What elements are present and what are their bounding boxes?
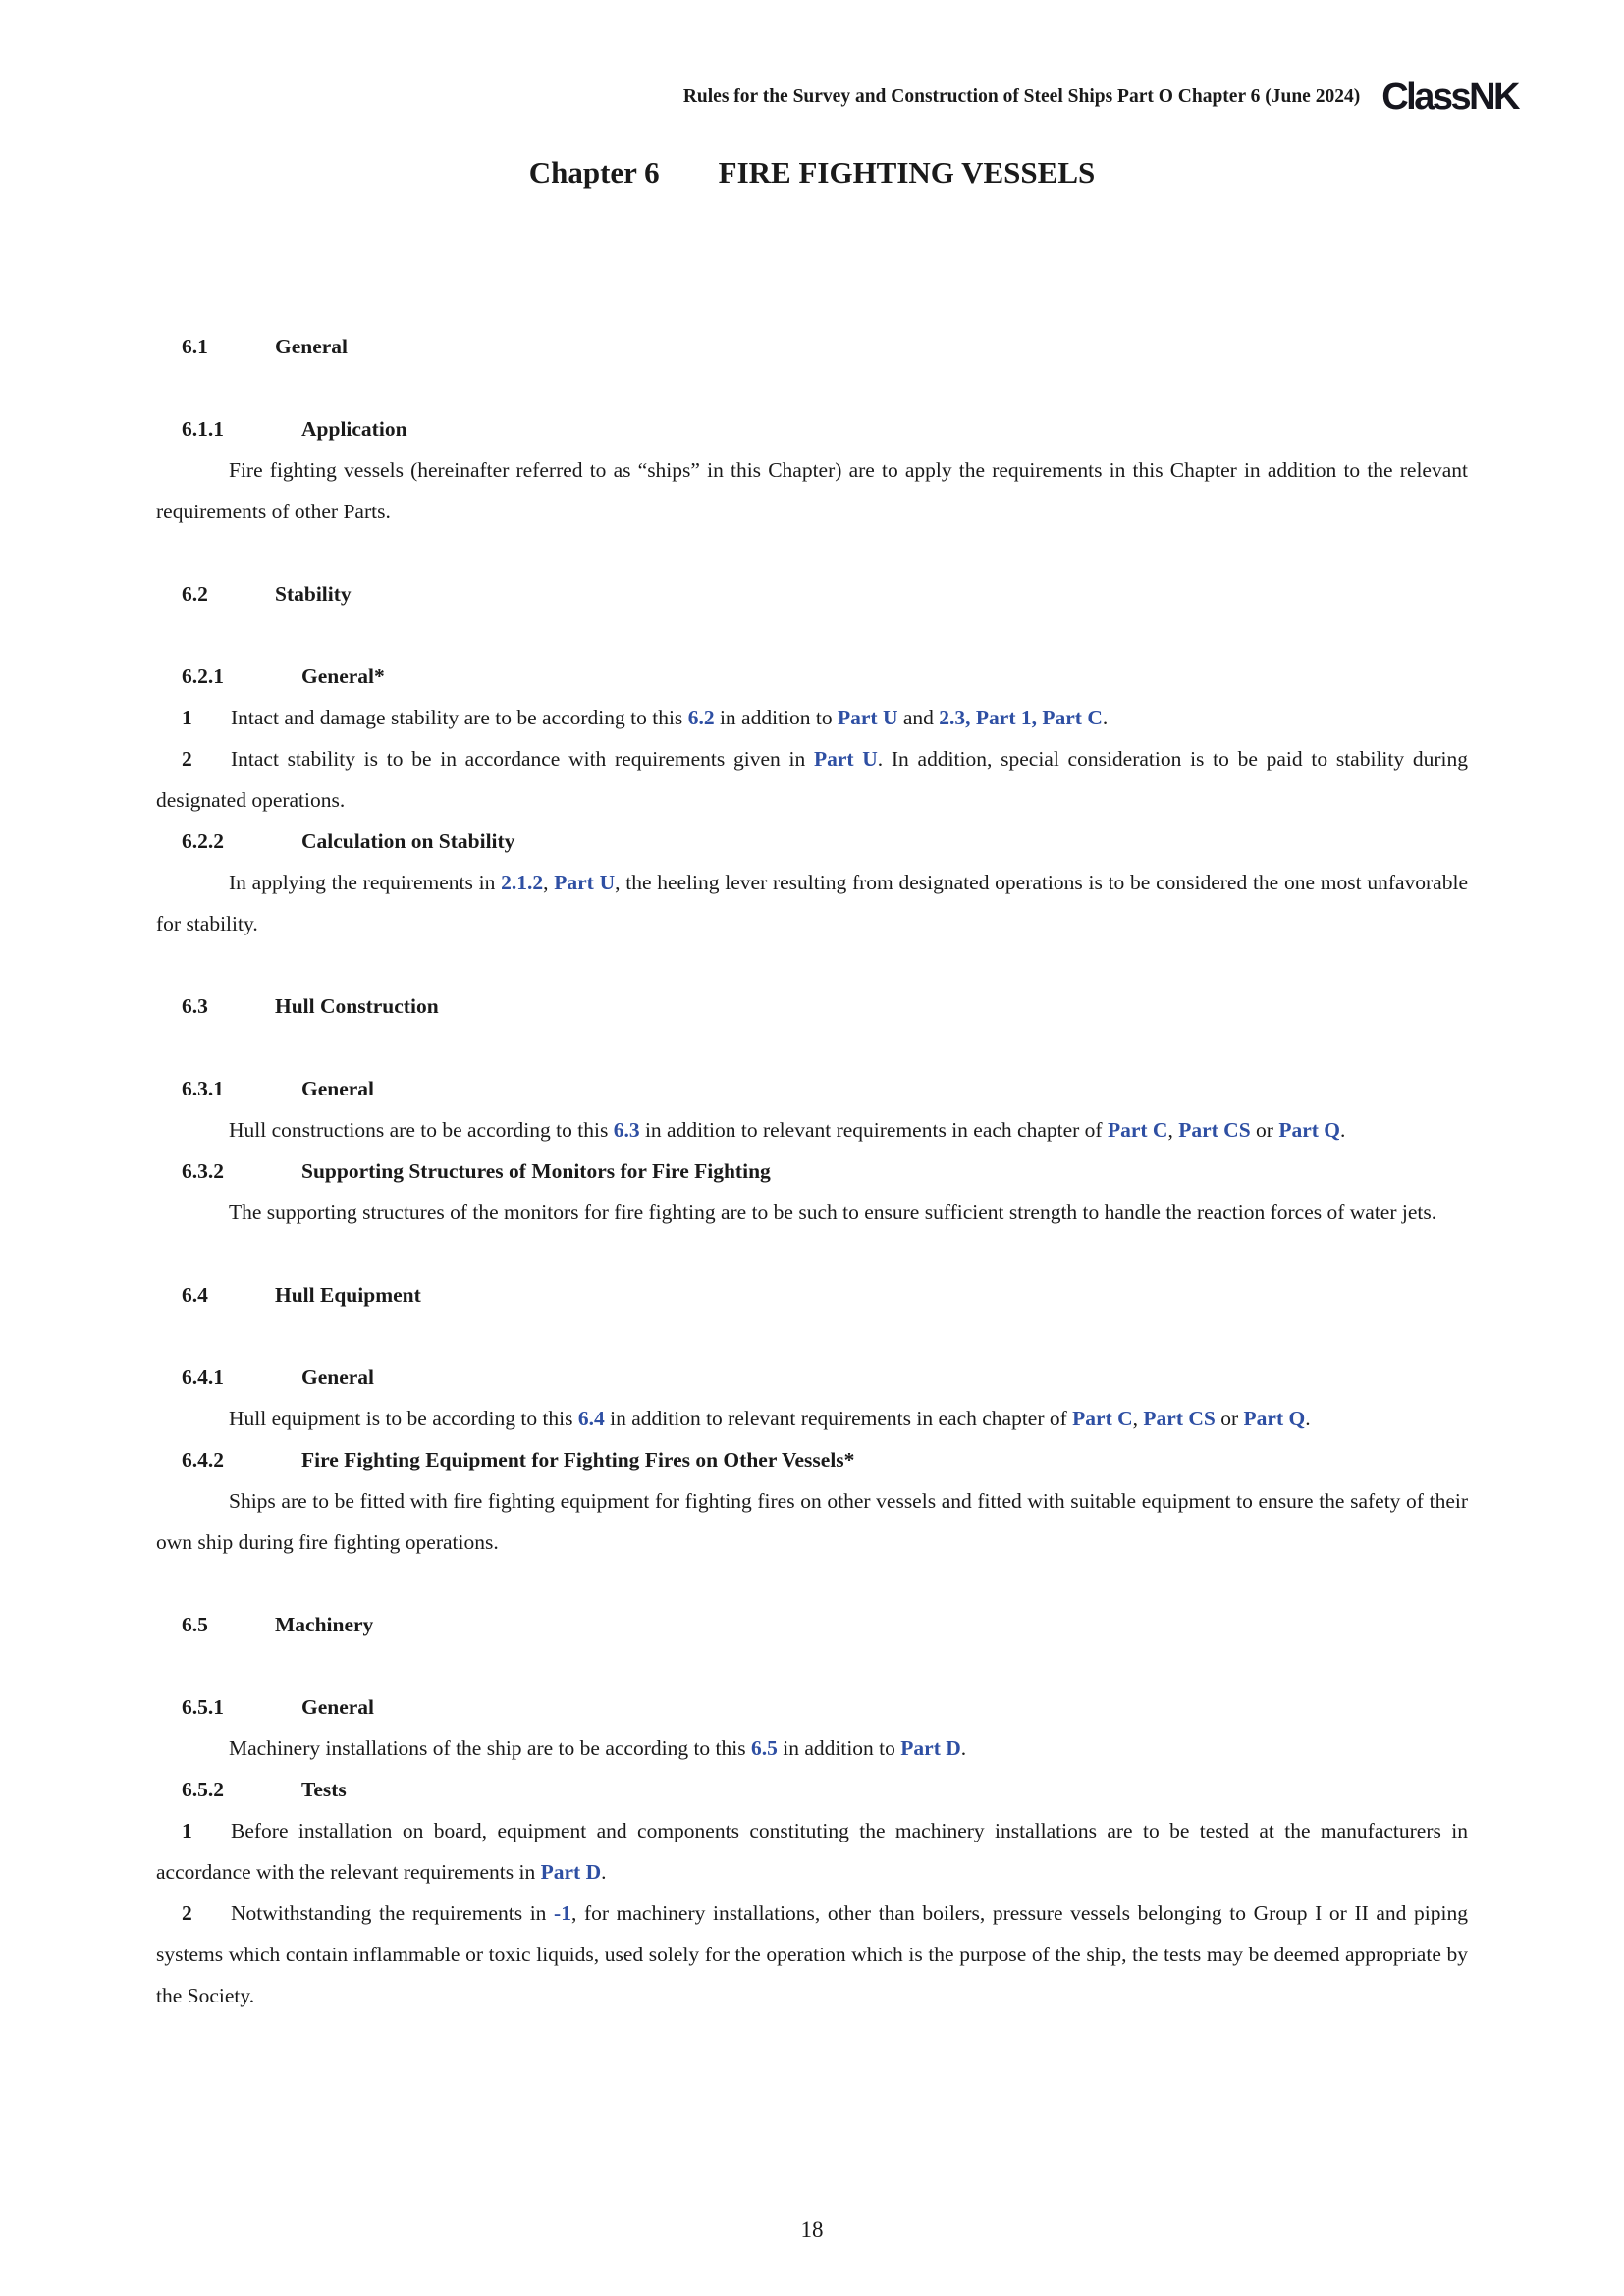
- cross-reference-link[interactable]: 6.3: [613, 1118, 640, 1142]
- heading-number: 6.5.2: [182, 1778, 224, 1801]
- body-text: .: [1340, 1118, 1346, 1142]
- paragraph: [156, 450, 1468, 532]
- heading-number: 6.5: [182, 1613, 208, 1636]
- heading-title: General*: [301, 665, 385, 688]
- heading-6.2.1: [156, 656, 1468, 697]
- body-text: or: [1250, 1118, 1279, 1142]
- cross-reference-link[interactable]: 6.4: [577, 1407, 605, 1430]
- cross-reference-link[interactable]: Part D: [540, 1860, 602, 1884]
- heading-title: Hull Equipment: [275, 1283, 421, 1307]
- page-footer: [0, 2217, 1624, 2243]
- heading-6.5.2: [156, 1769, 1468, 1810]
- numbered-paragraph: [156, 1893, 1468, 2016]
- page-header: [0, 79, 1518, 116]
- paragraph: [156, 862, 1468, 944]
- paragraph: [156, 1480, 1468, 1563]
- heading-title: Fire Fighting Equipment for Fighting Fires on Other Vessels*: [301, 1448, 855, 1471]
- body-text: in addition to relevant requirements in each chapter of: [604, 1407, 1073, 1430]
- cross-reference-link[interactable]: Part CS: [1178, 1118, 1251, 1142]
- heading-number: 6.2.1: [182, 665, 224, 688]
- body-text: and: [897, 706, 940, 729]
- cross-reference-link[interactable]: Part D: [900, 1736, 961, 1760]
- header-title: Rules for the Survey and Construction of Steel Ships Part O Chapter 6 (June 2024): [682, 86, 1361, 107]
- page-number: 18: [800, 2217, 824, 2242]
- heading-6.3.1: [156, 1068, 1468, 1109]
- cross-reference-link[interactable]: -1: [554, 1901, 571, 1925]
- cross-reference-link[interactable]: Part U: [554, 871, 616, 894]
- heading-title: Hull Construction: [275, 994, 439, 1018]
- cross-reference-link[interactable]: Part CS: [1143, 1407, 1216, 1430]
- heading-number: 6.3: [182, 994, 208, 1018]
- heading-title: General: [301, 1695, 375, 1719]
- body-text: Intact and damage stability are to be according to this: [231, 706, 688, 729]
- heading-number: 6.4: [182, 1283, 208, 1307]
- numbered-paragraph: [156, 738, 1468, 821]
- heading-6.4.1: [156, 1357, 1468, 1398]
- document-body: [156, 326, 1468, 2016]
- cross-reference-link[interactable]: Part Q: [1278, 1118, 1341, 1142]
- body-text: In applying the requirements in: [229, 871, 502, 894]
- item-number: 2: [182, 747, 192, 771]
- heading-6.3: [156, 986, 1468, 1027]
- heading-6.2.2: [156, 821, 1468, 862]
- heading-title: General: [301, 1365, 375, 1389]
- body-text: The supporting structures of the monitors for fire fighting are to be such to ensure sufficient strength to handle the reaction forces of water jets.: [229, 1201, 1437, 1224]
- cross-reference-link[interactable]: Part C: [1107, 1118, 1168, 1142]
- heading-title: Calculation on Stability: [301, 829, 515, 853]
- body-text: . In addition, special consideration is to be paid to stability during designated operations.: [156, 747, 1468, 812]
- paragraph: [156, 1728, 1468, 1769]
- heading-6.5: [156, 1604, 1468, 1645]
- cross-reference-link[interactable]: Part U: [837, 706, 898, 729]
- body-text: , the heeling lever resulting from designated operations is to be considered the one most unfavorable for stability.: [156, 871, 1468, 935]
- body-text: ,: [543, 871, 555, 894]
- item-number: 1: [182, 1819, 192, 1842]
- cross-reference-link[interactable]: 2.1.2: [501, 871, 544, 894]
- heading-number: 6.1: [182, 335, 208, 358]
- heading-number: 6.3.1: [182, 1077, 224, 1100]
- heading-6.4.2: [156, 1439, 1468, 1480]
- heading-6.5.1: [156, 1686, 1468, 1728]
- body-text: .: [601, 1860, 607, 1884]
- item-number: 1: [182, 706, 192, 729]
- paragraph: [156, 1109, 1468, 1150]
- cross-reference-link[interactable]: Part C: [1072, 1407, 1133, 1430]
- numbered-paragraph: [156, 1810, 1468, 1893]
- heading-number: 6.4.1: [182, 1365, 224, 1389]
- cross-reference-link[interactable]: 6.5: [751, 1736, 778, 1760]
- body-text: in addition to relevant requirements in each chapter of: [639, 1118, 1108, 1142]
- chapter-title: FIRE FIGHTING VESSELS: [718, 155, 1096, 189]
- heading-title: Stability: [275, 582, 352, 606]
- body-text: , for machinery installations, other than boilers, pressure vessels belonging to Group I or II and piping systems which contain inflammable or toxic liquids, used solely for the operation which is the purpose of the ship, the tests may be deemed appropriate by the Society.: [156, 1901, 1469, 2007]
- body-text: in addition to: [714, 706, 838, 729]
- heading-6.1.1: [156, 408, 1468, 450]
- heading-title: Supporting Structures of Monitors for Fire Fighting: [301, 1159, 771, 1183]
- heading-6.4: [156, 1274, 1468, 1315]
- heading-number: 6.1.1: [182, 417, 224, 441]
- cross-reference-link[interactable]: Part U: [813, 747, 878, 771]
- heading-title: General: [301, 1077, 375, 1100]
- heading-title: General: [275, 335, 349, 358]
- body-text: Intact stability is to be in accordance with requirements given in: [231, 747, 814, 771]
- heading-number: 6.2.2: [182, 829, 224, 853]
- heading-number: 6.2: [182, 582, 208, 606]
- heading-title: Machinery: [275, 1613, 374, 1636]
- heading-title: Tests: [301, 1778, 347, 1801]
- heading-number: 6.3.2: [182, 1159, 224, 1183]
- chapter-label: Chapter 6: [528, 155, 660, 189]
- body-text: Notwithstanding the requirements in: [231, 1901, 555, 1925]
- heading-6.2: [156, 573, 1468, 614]
- body-text: .: [960, 1736, 967, 1760]
- item-number: 2: [182, 1901, 192, 1925]
- body-text: or: [1215, 1407, 1244, 1430]
- heading-title: Application: [301, 417, 407, 441]
- classnk-logo: ClassNK: [1381, 77, 1518, 118]
- body-text: Ships are to be fitted with fire fighting equipment for fighting fires on other vessels and fitted with suitable equipment to ensure the safety of their own ship during fire fighting operations.: [156, 1489, 1468, 1554]
- body-text: ,: [1167, 1118, 1179, 1142]
- heading-6.3.2: [156, 1150, 1468, 1192]
- cross-reference-link[interactable]: 6.2: [687, 706, 715, 729]
- body-text: Machinery installations of the ship are to be according to this: [229, 1736, 751, 1760]
- numbered-paragraph: [156, 697, 1468, 738]
- cross-reference-link[interactable]: 2.3, Part 1, Part C: [939, 706, 1103, 729]
- body-text: Before installation on board, equipment and components constituting the machinery installations are to be tested at the manufacturers in accordance with the relevant requirements in: [156, 1819, 1468, 1884]
- body-text: ,: [1132, 1407, 1144, 1430]
- paragraph: [156, 1398, 1468, 1439]
- chapter-title-row: [0, 153, 1624, 192]
- body-text: Hull equipment is to be according to this: [229, 1407, 578, 1430]
- heading-number: 6.4.2: [182, 1448, 224, 1471]
- body-text: in addition to: [777, 1736, 901, 1760]
- heading-number: 6.5.1: [182, 1695, 224, 1719]
- body-text: .: [1305, 1407, 1311, 1430]
- body-text: Hull constructions are to be according to this: [229, 1118, 614, 1142]
- body-text: .: [1102, 706, 1109, 729]
- body-text: Fire fighting vessels (hereinafter referred to as “ships” in this Chapter) are to apply the requirements in this Chapter in addition to the relevant requirements of other Parts.: [156, 458, 1468, 523]
- paragraph: [156, 1192, 1468, 1233]
- cross-reference-link[interactable]: Part Q: [1243, 1407, 1306, 1430]
- heading-6.1: [156, 326, 1468, 367]
